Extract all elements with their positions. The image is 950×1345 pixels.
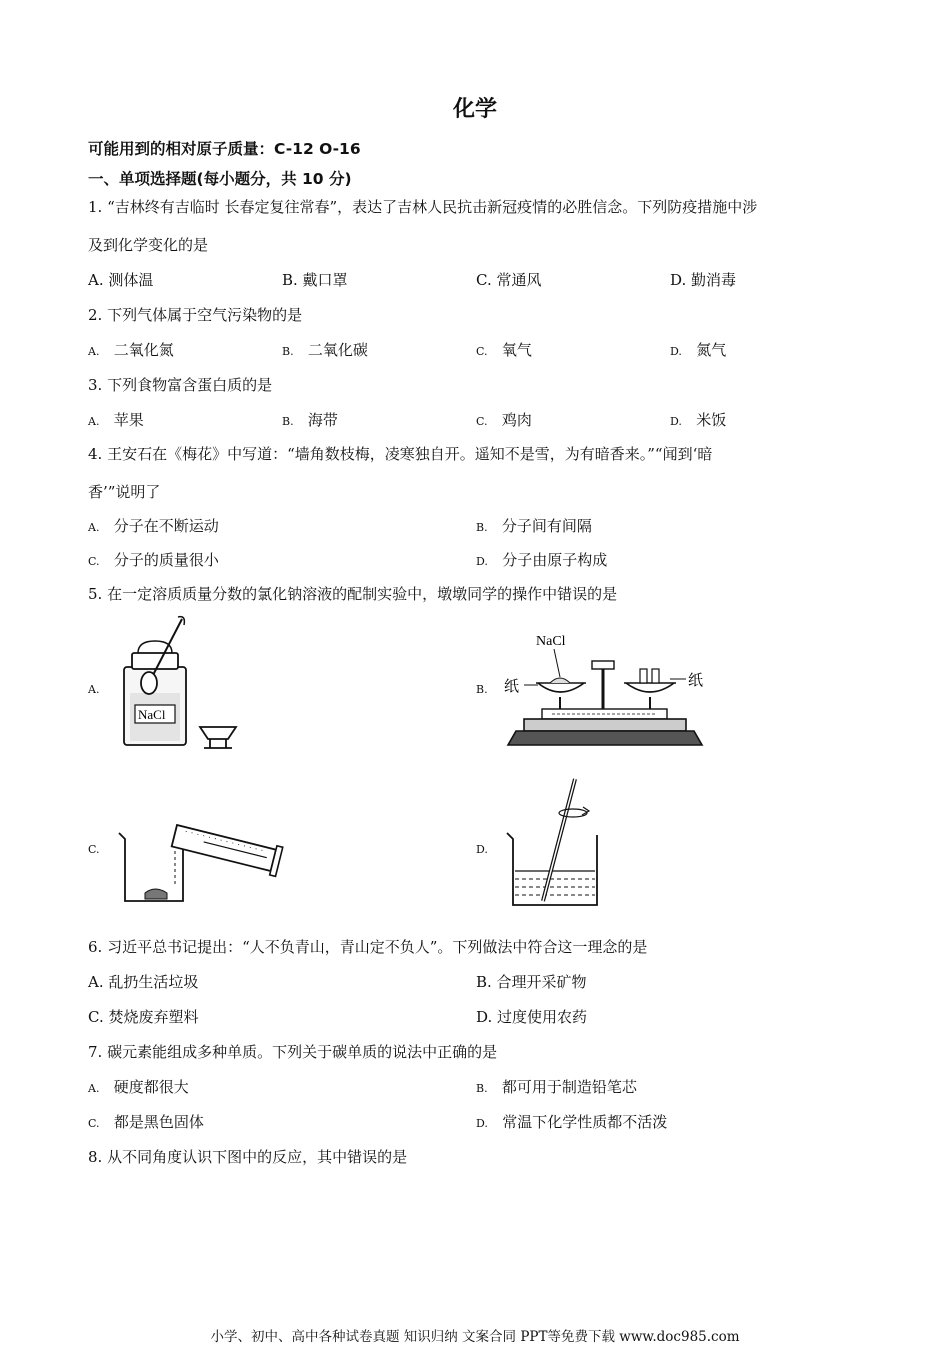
q1-option-a[interactable]: A. 测体温 <box>88 271 154 289</box>
option-text: 氮气 <box>696 341 727 359</box>
paper-left-label: 纸 <box>504 677 520 695</box>
q5-option-a-letter[interactable]: A. <box>88 683 100 696</box>
q3-option-a[interactable] <box>88 409 144 430</box>
q1-option-b[interactable]: B. 戴口罩 <box>282 271 348 289</box>
option-letter: B. <box>476 521 488 534</box>
q2-option-c[interactable] <box>476 339 532 360</box>
q6-option-b[interactable]: B. 合理开采矿物 <box>476 973 587 991</box>
q6-stem: 6. 习近平总书记提出：“人不负青山，青山定不负人”。下列做法中符合这一理念的是 <box>88 938 648 956</box>
q4-option-a[interactable] <box>88 515 219 536</box>
option-text: 硬度都很大 <box>113 1078 189 1096</box>
q4-option-c[interactable] <box>88 549 219 570</box>
option-letter: A. <box>88 345 100 358</box>
q1-stem-line2: 及到化学变化的是 <box>88 236 209 254</box>
option-letter: C. <box>476 415 488 428</box>
q4-stem-line2: 香’”说明了 <box>88 483 161 501</box>
option-letter: D. <box>670 345 682 358</box>
option-text: 分子间有间隔 <box>501 517 592 535</box>
option-text: 都是黑色固体 <box>113 1113 204 1131</box>
option-text: 分子的质量很小 <box>113 551 219 569</box>
atomic-mass-note: 可能用到的相对原子质量：C-12 O-16 <box>88 140 361 158</box>
option-text: 二氧化碳 <box>307 341 368 359</box>
option-text: 米饭 <box>696 411 727 429</box>
option-letter: C. <box>88 555 100 568</box>
option-text: 苹果 <box>113 411 144 429</box>
stirring-figure <box>505 775 605 910</box>
page-title: 化学 <box>452 97 497 122</box>
option-letter: D. <box>670 415 682 428</box>
q7-option-a[interactable] <box>88 1076 189 1097</box>
q7-stem: 7. 碳元素能组成多种单质。下列关于碳单质的说法中正确的是 <box>88 1043 498 1061</box>
option-text: 分子由原子构成 <box>502 551 608 569</box>
nacl-bottle-label: NaCl <box>138 707 166 722</box>
option-text: 都可用于制造铅笔芯 <box>501 1078 637 1096</box>
q4-stem-line1: 4. 王安石在《梅花》中写道：“墙角数枝梅，凌寒独自开。遥知不是雪，为有暗香来。”“闻到‘暗 <box>88 445 713 463</box>
option-text: 海带 <box>307 411 338 429</box>
paper-right-label: 纸 <box>688 671 704 689</box>
option-letter: D. <box>476 555 488 568</box>
q4-option-d[interactable] <box>476 549 607 570</box>
option-text: 分子在不断运动 <box>113 517 219 535</box>
option-letter: B. <box>282 345 294 358</box>
section-heading: 一、单项选择题(每小题分，共 10 分) <box>88 170 352 188</box>
q6-option-d[interactable]: D. 过度使用农药 <box>476 1008 588 1026</box>
option-letter: D. <box>476 1117 488 1130</box>
q4-option-b[interactable] <box>476 515 592 536</box>
q6-option-c[interactable]: C. 焚烧废弃塑料 <box>88 1008 199 1026</box>
nacl-top-label: NaCl <box>536 634 566 649</box>
footer-ad[interactable]: 小学、初中、高中各种试卷真题 知识归纳 文案合同 PPT等免费下载 www.doc985.com <box>210 1329 740 1345</box>
q5-option-d-letter[interactable]: D. <box>476 843 488 856</box>
q5-option-c-letter[interactable]: C. <box>88 843 100 856</box>
q8-stem: 8. 从不同角度认识下图中的反应，其中错误的是 <box>88 1148 408 1166</box>
q6-option-a[interactable]: A. 乱扔生活垃圾 <box>88 973 199 991</box>
option-letter: C. <box>88 1117 100 1130</box>
q5-option-b-letter[interactable]: B. <box>476 683 488 696</box>
option-letter: B. <box>476 1082 488 1095</box>
reagent-bottle-figure <box>118 615 253 750</box>
q2-stem: 2. 下列气体属于空气污染物的是 <box>88 306 303 324</box>
q3-option-b[interactable] <box>282 409 338 430</box>
option-letter: C. <box>476 345 488 358</box>
pouring-figure <box>115 805 290 905</box>
q1-option-d[interactable]: D. 勤消毒 <box>670 271 737 289</box>
option-letter: A. <box>88 521 100 534</box>
option-letter: B. <box>282 415 294 428</box>
q2-option-b[interactable] <box>282 339 368 360</box>
q2-option-a[interactable] <box>88 339 174 360</box>
q3-option-c[interactable] <box>476 409 532 430</box>
q7-option-c[interactable] <box>88 1111 204 1132</box>
q7-option-d[interactable] <box>476 1111 667 1132</box>
q7-option-b[interactable] <box>476 1076 637 1097</box>
option-text: 二氧化氮 <box>113 341 174 359</box>
q3-stem: 3. 下列食物富含蛋白质的是 <box>88 376 273 394</box>
option-letter: A. <box>88 1082 100 1095</box>
balance-figure <box>502 625 717 750</box>
q3-option-d[interactable] <box>670 409 726 430</box>
q1-stem-line1: 1. “吉林终有吉临时 长春定复往常春”，表达了吉林人民抗击新冠疫情的必胜信念。下列防疫措施中涉 <box>88 198 758 216</box>
q5-stem: 5. 在一定溶质质量分数的氯化钠溶液的配制实验中，墩墩同学的操作中错误的是 <box>88 585 618 603</box>
option-text: 氧气 <box>501 341 532 359</box>
option-letter: A. <box>88 415 100 428</box>
option-text: 常温下化学性质都不活泼 <box>502 1113 668 1131</box>
q2-option-d[interactable] <box>670 339 726 360</box>
option-text: 鸡肉 <box>501 411 532 429</box>
q1-option-c[interactable]: C. 常通风 <box>476 271 542 289</box>
